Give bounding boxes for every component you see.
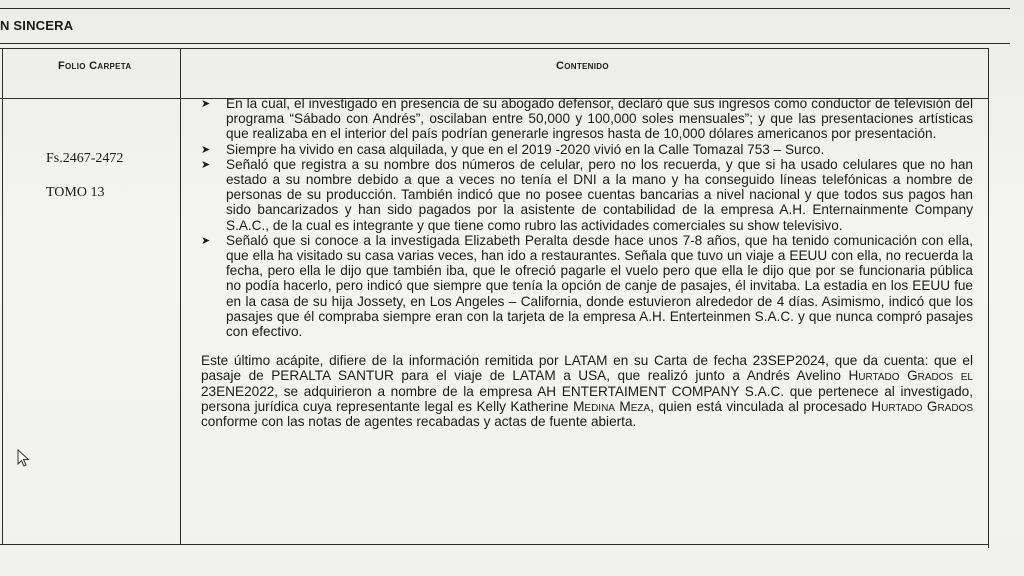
paragraph-text-2: 23ENE2022, se adquirieron a nombre de la empresa AH ENTERTAIMENT COMPANY S.A.C. que pertenece al investigado, persona jurídica cuya representante legal es Kelly Katherine [201,383,973,414]
table-column-divider [180,48,181,544]
folio-pages: Fs.2467-2472 [46,151,124,166]
list-item-text: En la cual, el investigado en presencia de su abogado defensor, declaró que sus ingresos como conductor de televisión del programa “Sábado con Andrés”, oscilaban entre 50,000 y 100,000 soles mensuales”; y que las presentaciones artísticas que realizaba en el interior del país podrían generarle ingresos hasta de 10,000 dólares americanos por presentación. [226,96,973,142]
table-top-border [0,48,988,49]
paragraph-text-4: conforme con las notas de agentes recabadas y actas de fuente abierta. [201,414,637,430]
arrowhead-bullet-icon: ➤ [201,143,211,156]
contenido-cell [201,96,973,429]
header-folio-carpeta: Folio Carpeta [58,60,132,72]
table-bottom-border [0,544,988,545]
list-item [201,96,973,142]
paragraph-text-1: Este último acápite, difiere de la información remitida por LATAM en su Carta de fecha 23SEP2024, que da cuenta: que el pasaje de PERALTA SANTUR para el viaje de LATAM a USA, que realizó junto a Andrés Avelino [201,353,973,384]
paragraph-smallcaps-1: Hurtado Grados el [848,368,973,384]
list-item-text: Señaló que si conoce a la investigada Elizabeth Peralta desde hace unos 7-8 años, que ha tenido comunicación con ella, que ella ha visitado su casa varias veces, han ido a restaurantes. Señala que tuvo un viaje a EEUU con ella, no recuerda la fecha, pero ella le dijo que también iba, que le ofreció pagarle el vuelo pero que ella le dijo que por se funcionaria pública no podía hacerlo, pero indicó que siempre que tenía la opción de canje de pasajes, él invitaba. La estadia en los EEUU fue en la casa de su hija Jossety, en Los Angeles – California, donde estuvieron alrededor de 4 días. Asimismo, indicó que los pasajes que él compraba siempre eran con la tarjeta de la empresa A.H. Enterteinmen S.A.C. y que nunca compró pasajes con efectivo. [226,232,973,340]
section-title: N SINCERA [0,18,74,33]
paragraph-smallcaps-3: Hurtado Grados [871,398,974,414]
arrowhead-bullet-icon: ➤ [201,234,211,247]
arrowhead-bullet-icon: ➤ [201,158,211,171]
folio-tomo: TOMO 13 [46,185,105,200]
mouse-pointer-icon [17,449,31,467]
header-contenido: Contenido [556,60,609,72]
conclusion-paragraph [201,353,973,429]
list-item [201,157,973,233]
arrowhead-bullet-icon: ➤ [201,98,211,110]
paragraph-smallcaps-2: Medina Meza [573,398,651,414]
list-item-text: Señaló que registra a su nombre dos números de celular, pero no los recuerda, y que si ha usado celulares que no han estado a su nombre debido a que a veces no tenía el DNI a la mano y ha conseguido líneas telefónicas a nombre de personas de su producción. También indicó que no posee cuentas bancarias a nivel nacional y que todos sus pagos han sido bancarizados y han sido pagados por la asistente de contabilidad de la empresa A.H. Enternainmente Company S.A.C., de la cual es integrante y que tiene como rubro las actividades comerciales su show televisivo. [226,156,973,233]
table-left-border [2,48,3,544]
content-table [0,48,989,548]
section-title-strip [0,8,1010,44]
list-item [201,142,973,157]
list-item [201,233,973,339]
list-item-text: Siempre ha vivido en casa alquilada, y que en el 2019 -2020 vivió en la Calle Tomazal 753 – Surco. [226,141,825,157]
paragraph-text-3: , quien está vinculada al procesado [650,398,872,414]
